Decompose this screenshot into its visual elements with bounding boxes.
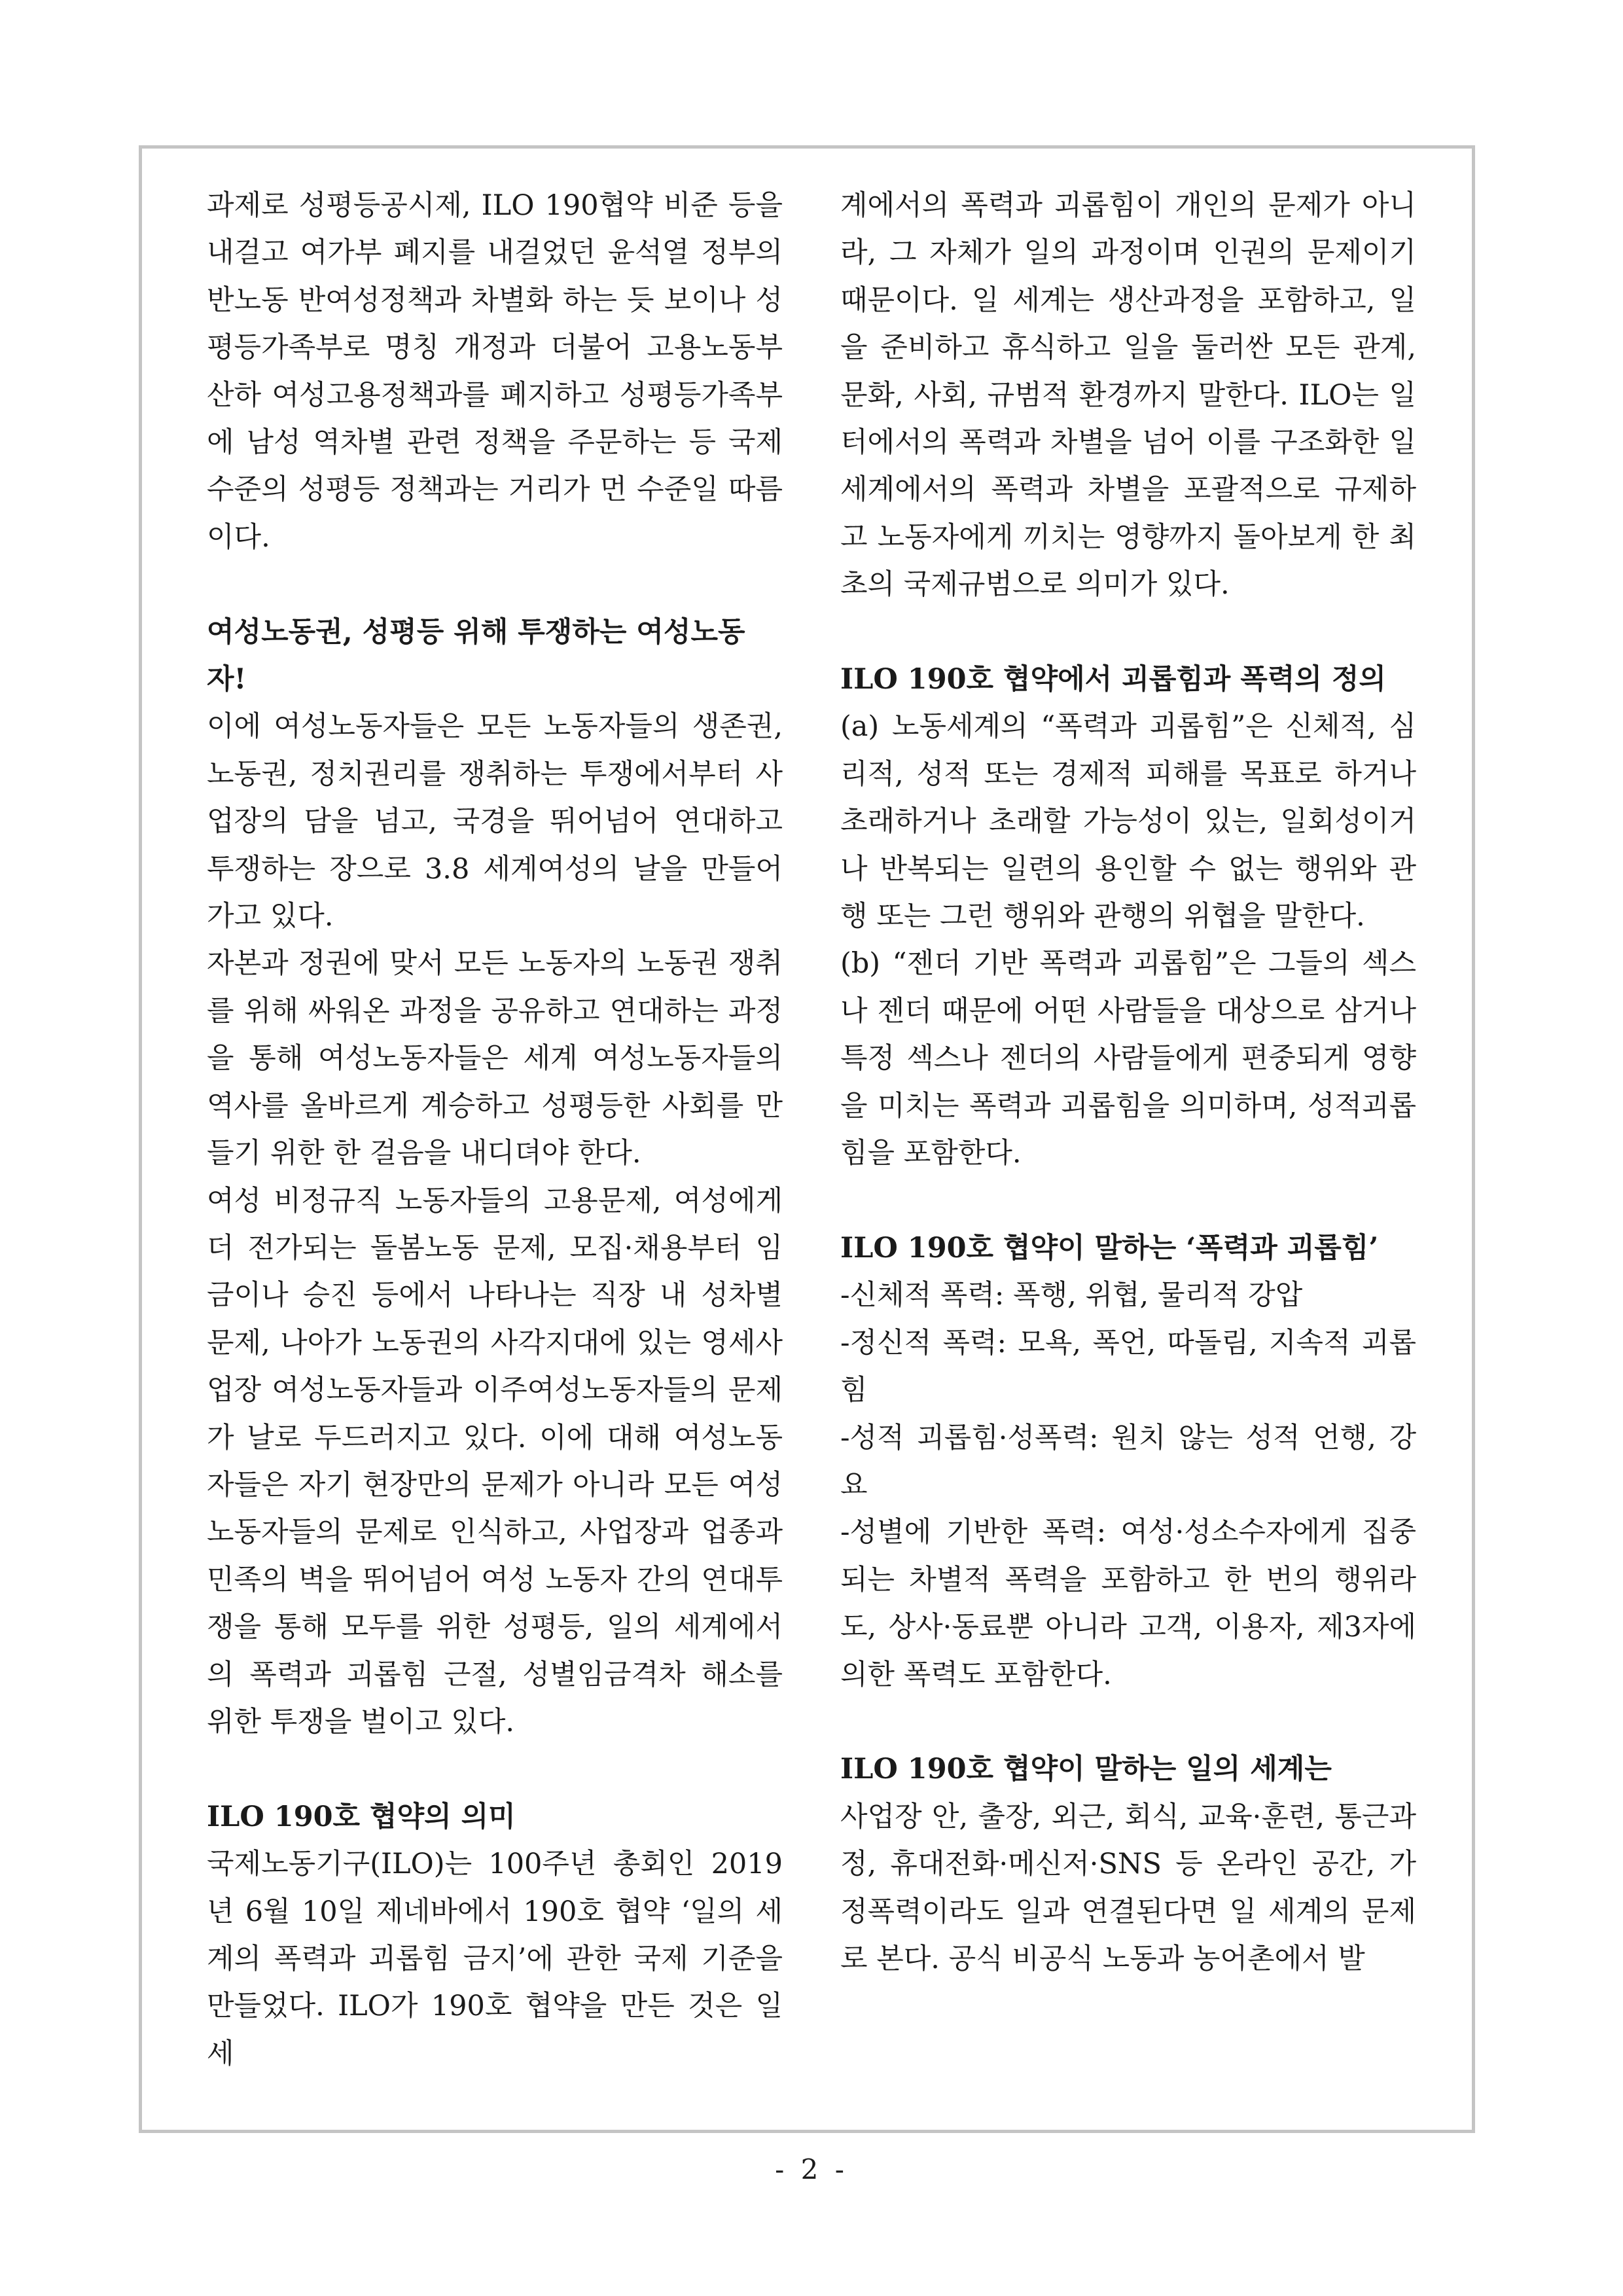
left-paragraph-issues: 여성 비정규직 노동자들의 고용문제, 여성에게 더 전가되는 돌봄노동 문제, 모집·채용부터 임금이나 승진 등에서 나타나는 직장 내 성차별 문제, 나아가 노동권의 사각지대에 있는 영세사업장 여성노동자들과 이주여성노동자들의 문제가 날로 두드러지고 있다. 이에 대해 여성노동자들은 자기 현장만의 문제가 아니라 모든 여성노동자들의 문제로 인식하고, 사업장과 업종과 민족의 벽을 뛰어넘어 여성 노동자 간의 연대투쟁을 통해 모두를 위한 성평등, 일의 세계에서의 폭력과 괴롭힘 근절, 성별임금격차 해소를 위한 투쟁을 벌이고 있다.: [207, 1184, 783, 1738]
left-column: [207, 182, 783, 2077]
paragraph-gap: [840, 609, 1416, 656]
list-item-gender-violence: -성별에 기반한 폭력: 여성·성소수자에게 집중되는 차별적 폭력을 포함하고 한 번의 행위라도, 상사·동료뿐 아니라 고객, 이용자, 제3자에 의한 폭력도 포함한다.: [840, 1516, 1416, 1691]
list-item-mental-violence: -정신적 폭력: 모욕, 폭언, 따돌림, 지속적 괴롭힘: [840, 1326, 1416, 1407]
section-heading-women-workers: 여성노동권, 성평등 위해 투쟁하는 여성노동자!: [207, 615, 745, 696]
list-item-physical-violence: -신체적 폭력: 폭행, 위협, 물리적 강압: [840, 1279, 1303, 1312]
paragraph-gap: [207, 561, 783, 608]
left-paragraph-solidarity: 자본과 정권에 맞서 모든 노동자의 노동권 쟁취를 위해 싸워온 과정을 공유하고 연대하는 과정을 통해 여성노동자들은 세계 여성노동자들의 역사를 올바르게 계승하고 성평등한 사회를 만들기 위한 한 걸음을 내디뎌야 한다.: [207, 947, 783, 1170]
section-heading-violence-types: ILO 190호 협약이 말하는 ‘폭력과 괴롭힘’: [840, 1231, 1379, 1265]
section-heading-definitions: ILO 190호 협약에서 괴롭힘과 폭력의 정의: [840, 663, 1386, 696]
right-column: [840, 182, 1416, 1982]
left-paragraph-women-day: 이에 여성노동자들은 모든 노동자들의 생존권, 노동권, 정치권리를 쟁취하는 투쟁에서부터 사업장의 담을 넘고, 국경을 뛰어넘어 연대하고 투쟁하는 장으로 3.8 세계여성의 날을 만들어가고 있다.: [207, 710, 783, 933]
section-heading-ilo-meaning: ILO 190호 협약의 의미: [207, 1800, 516, 1833]
paragraph-gap: [207, 1746, 783, 1793]
definition-b: (b) “젠더 기반 폭력과 괴롭힘”은 그들의 섹스나 젠더 때문에 어떤 사람들을 대상으로 삼거나 특정 섹스나 젠더의 사람들에게 편중되게 영향을 미치는 폭력과 괴롭힘을 의미하며, 성적괴롭힘을 포함한다.: [840, 947, 1416, 1170]
definition-a: (a) 노동세계의 “폭력과 괴롭힘”은 신체적, 심리적, 성적 또는 경제적 피해를 목표로 하거나 초래하거나 초래할 가능성이 있는, 일회성이거나 반복되는 일련의 용인할 수 없는 행위와 관행 또는 그런 행위와 관행의 위협을 말한다.: [840, 710, 1416, 933]
page-number: - 2 -: [775, 2153, 848, 2185]
list-item-sexual-harassment: -성적 괴롭힘·성폭력: 원치 않는 성적 언행, 강요: [840, 1421, 1416, 1501]
left-paragraph-ilo-convention: 국제노동기구(ILO)는 100주년 총회인 2019년 6월 10일 제네바에서 190호 협약 ‘일의 세계의 폭력과 괴롭힘 금지’에 관한 국제 기준을 만들었다. ILO가 190호 협약을 만든 것은 일 세: [207, 1848, 783, 2070]
right-paragraph-continuation: 계에서의 폭력과 괴롭힘이 개인의 문제가 아니라, 그 자체가 일의 과정이며 인권의 문제이기 때문이다. 일 세계는 생산과정을 포함하고, 일을 준비하고 휴식하고 일을 둘러싼 모든 관계, 문화, 사회, 규범적 환경까지 말한다. ILO는 일터에서의 폭력과 차별을 넘어 이를 구조화한 일 세계에서의 폭력과 차별을 포괄적으로 규제하고 노동자에게 끼치는 영향까지 돌아보게 한 최초의 국제규범으로 의미가 있다.: [840, 189, 1416, 601]
left-paragraph-intro: 과제로 성평등공시제, ILO 190협약 비준 등을 내걸고 여가부 폐지를 내걸었던 윤석열 정부의 반노동 반여성정책과 차별화 하는 듯 보이나 성평등가족부로 명칭 개정과 더불어 고용노동부 산하 여성고용정책과를 폐지하고 성평등가족부에 남성 역차별 관련 정책을 주문하는 등 국제수준의 성평등 정책과는 거리가 먼 수준일 따름이다.: [207, 189, 783, 554]
section-heading-world-of-work: ILO 190호 협약이 말하는 일의 세계는: [840, 1753, 1332, 1786]
paragraph-gap: [840, 1698, 1416, 1746]
paragraph-gap: [840, 1177, 1416, 1225]
right-paragraph-world-of-work: 사업장 안, 출장, 외근, 회식, 교육·훈련, 통근과정, 휴대전화·메신저·SNS 등 온라인 공간, 가정폭력이라도 일과 연결된다면 일 세계의 문제로 본다. 공식 비공식 노동과 농어촌에서 발: [840, 1800, 1416, 1975]
